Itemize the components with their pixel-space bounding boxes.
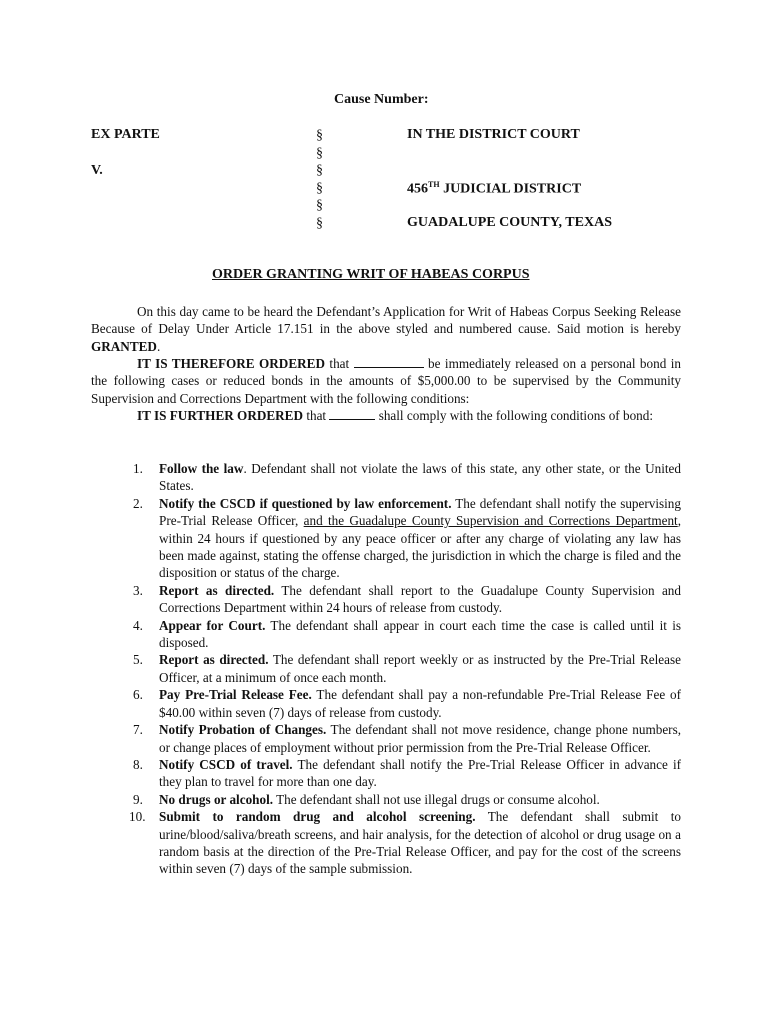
p2-pre: that <box>324 356 354 371</box>
list-item <box>135 617 681 652</box>
p3-heading: IT IS FURTHER ORDERED <box>137 408 304 423</box>
condition-text: The defendant shall not use illegal drugs or consume alcohol. <box>273 791 600 807</box>
list-item <box>135 582 681 617</box>
condition-title: Submit to random drug and alcohol screening. <box>159 809 476 825</box>
district-ordinal: TH <box>428 180 440 189</box>
p1-granted: GRANTED <box>91 338 157 354</box>
condition-title: No drugs or alcohol. <box>159 791 274 807</box>
condition-text: The defendant shall not move residence, change phone numbers, or change places of employment without prior permission from the Pre-Trial Release Officer. <box>159 722 682 755</box>
section-symbol: § <box>316 215 323 231</box>
condition-title: Follow the law <box>159 461 244 476</box>
condition-title: Appear for Court. <box>159 617 266 633</box>
section-symbol-column <box>316 127 323 233</box>
caption-versus: V. <box>91 163 103 178</box>
caption-ex-parte: EX PARTE <box>91 127 160 142</box>
condition-text: The defendant shall appear in court each time the case is called until it is disposed. <box>159 617 681 651</box>
p2-heading: IT IS THEREFORE ORDERED <box>137 356 325 371</box>
section-symbol: § <box>316 198 323 214</box>
condition-title: Report as directed. <box>159 582 275 598</box>
condition-number: 2. <box>133 495 143 511</box>
condition-underlined-text: and the Guadalupe County Supervision and Corrections Department <box>303 513 678 529</box>
list-item <box>135 495 681 582</box>
list-item <box>135 791 681 808</box>
district-label: JUDICIAL DISTRICT <box>439 181 582 197</box>
defendant-name-blank-2[interactable] <box>329 408 375 420</box>
condition-text: The defendant shall report weekly or as instructed by the Pre-Trial Release Officer, at a minimum of once each month. <box>159 652 681 685</box>
section-symbol: § <box>316 163 323 179</box>
p2-post: be immediately released on a personal bond in the following cases or reduced bonds in the amounts of $5,000.00 to be supervised by the Community Supervision and Corrections Department with the following conditions: <box>91 356 681 406</box>
condition-number: 7. <box>133 722 143 738</box>
condition-title: Report as directed. <box>159 652 269 668</box>
bond-conditions-list <box>129 460 682 878</box>
district-number: 456 <box>407 181 428 197</box>
condition-text: . Defendant shall not violate the laws of this state, any other state, or the United States. <box>159 461 681 494</box>
list-item <box>135 651 681 686</box>
condition-title: Notify the CSCD if questioned by law enforcement. <box>159 495 452 511</box>
condition-text: The defendant shall report to the Guadalupe County Supervision and Corrections Department within 24 hours of release from custody. <box>159 582 681 616</box>
p3-post: shall comply with the following conditions of bond: <box>375 408 654 423</box>
paragraph-further-ordered <box>91 407 681 424</box>
condition-number: 6. <box>133 687 143 703</box>
condition-number: 9. <box>133 791 143 807</box>
condition-title: Pay Pre-Trial Release Fee. <box>159 687 312 703</box>
condition-text: The defendant shall pay a non-refundable Pre-Trial Release Fee of $40.00 within seven (7) days of release from custody. <box>159 687 682 720</box>
list-item <box>135 460 681 495</box>
p3-pre: that <box>303 408 330 423</box>
condition-number: 8. <box>133 756 143 772</box>
list-item <box>135 756 681 791</box>
condition-text: The defendant shall notify the Pre-Trial Release Officer in advance if they plan to travel for more than one day. <box>159 756 682 790</box>
condition-number: 1. <box>133 461 143 476</box>
condition-title: Notify Probation of Changes. <box>159 722 327 738</box>
list-item <box>135 686 681 721</box>
condition-number: 3. <box>133 582 143 598</box>
condition-number: 4. <box>133 617 143 633</box>
caption-county: GUADALUPE COUNTY, TEXAS <box>407 215 612 230</box>
section-symbol: § <box>316 128 323 143</box>
list-item <box>135 721 681 756</box>
condition-text: The defendant shall submit to urine/blood/saliva/breath screens, and hair analysis, for the detection of alcohol or drug usage on a random basis at the direction of the Pre-Trial Release Officer, and pay for the cost of the screens within seven (7) days of the sample submission. <box>159 809 681 877</box>
condition-number: 5. <box>133 652 143 668</box>
list-item <box>129 808 681 878</box>
section-symbol: § <box>316 180 323 196</box>
condition-title: Notify CSCD of travel. <box>159 756 293 772</box>
condition-text: , within 24 hours if questioned by any peace officer or after any charge of violating any law has been made against, stating the offense charged, the jurisdiction in which the charge is filed and the disposition or status of the charge. <box>159 513 681 581</box>
caption-court: IN THE DISTRICT COURT <box>407 127 580 142</box>
condition-text: The defendant shall notify the supervising Pre-Trial Release Officer, <box>159 495 681 529</box>
condition-number: 10. <box>129 809 146 825</box>
p1-text: On this day came to be heard the Defendant’s Application for Writ of Habeas Corpus Seeking Release Because of Delay Under Article 17.151 in the above styled and numbered cause. Said motion is hereby <box>91 304 681 337</box>
defendant-name-blank[interactable] <box>354 356 424 368</box>
section-symbol: § <box>316 145 323 161</box>
paragraph-motion-granted <box>91 303 681 355</box>
order-title: ORDER GRANTING WRIT OF HABEAS CORPUS <box>212 267 530 282</box>
paragraph-therefore-ordered <box>91 355 681 407</box>
cause-number-label: Cause Number: <box>334 92 429 107</box>
p1-end: . <box>156 338 161 354</box>
caption-judicial-district <box>407 180 581 198</box>
